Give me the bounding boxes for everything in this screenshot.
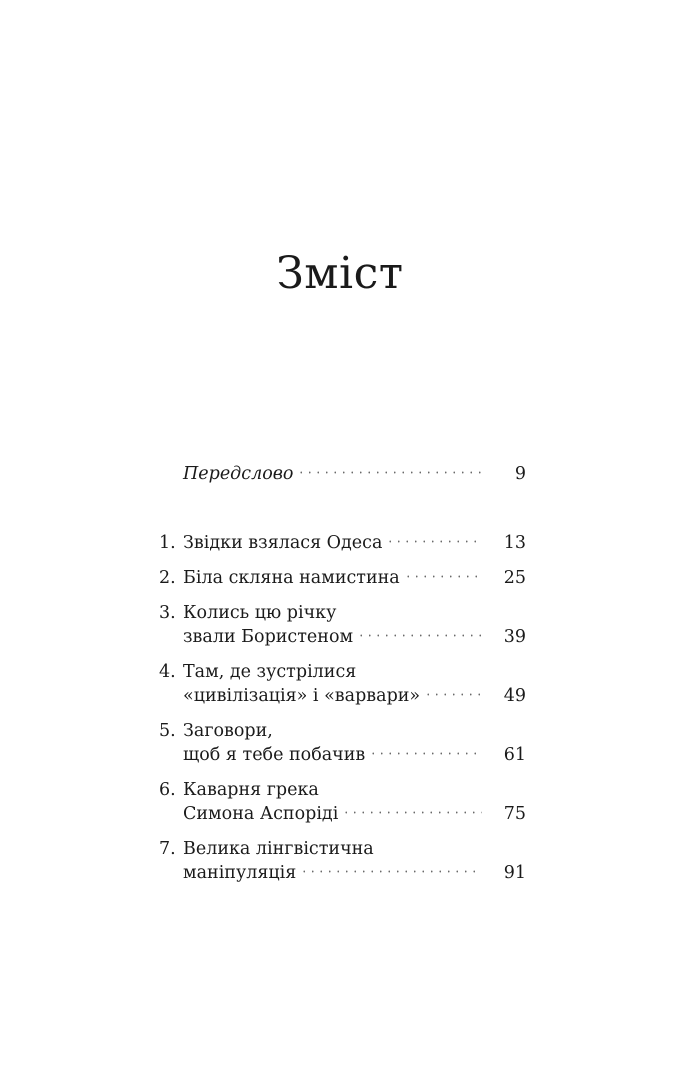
dot-leader xyxy=(386,540,482,543)
toc-title-line-2: звали Бористеном xyxy=(183,627,354,647)
toc-entry-chapter-6[interactable] xyxy=(150,778,526,826)
dot-leader xyxy=(342,811,482,814)
toc-title-line-1: Велика лінгвістична xyxy=(183,839,374,859)
toc-number: 3. xyxy=(159,603,176,623)
toc-title-line-2: «цивілізація» і «варвари» xyxy=(183,686,421,706)
toc-number: 1. xyxy=(159,533,176,553)
toc-number: 2. xyxy=(159,568,176,588)
toc-page-number: 49 xyxy=(503,686,526,706)
toc-page-number: 91 xyxy=(503,863,526,883)
toc-page-number: 13 xyxy=(503,533,526,553)
table-of-contents xyxy=(150,462,526,896)
toc-title-line-1: Каварня грека xyxy=(183,780,319,800)
toc-title: Передслово xyxy=(183,464,294,484)
toc-title-line-1: Колись цю річку xyxy=(183,603,337,623)
toc-number: 7. xyxy=(159,839,176,859)
toc-title: Звідки взялася Одеса xyxy=(183,533,383,553)
toc-entry-chapter-7[interactable] xyxy=(150,837,526,885)
toc-entry-chapter-1[interactable] xyxy=(150,531,526,555)
toc-title-line-2: щоб я тебе побачив xyxy=(183,745,366,765)
toc-number: 5. xyxy=(159,721,176,741)
dot-leader xyxy=(357,634,482,637)
toc-entry-chapter-4[interactable] xyxy=(150,660,526,708)
toc-entry-chapter-5[interactable] xyxy=(150,719,526,767)
dot-leader xyxy=(424,693,482,696)
dot-leader xyxy=(297,471,482,474)
toc-number xyxy=(150,462,183,486)
toc-title: Біла скляна намистина xyxy=(183,568,400,588)
toc-title-line-1: Там, де зустрілися xyxy=(183,662,357,682)
toc-title-line-2: маніпуляція xyxy=(183,863,297,883)
page-title: Зміст xyxy=(276,248,404,299)
dot-leader xyxy=(404,575,482,578)
toc-page-number: 75 xyxy=(503,804,526,824)
dot-leader xyxy=(300,870,482,873)
toc-title-line-2: Симона Аспоріді xyxy=(183,804,339,824)
toc-page-number: 9 xyxy=(514,464,526,484)
toc-number: 4. xyxy=(159,662,176,682)
toc-number: 6. xyxy=(159,780,176,800)
toc-page-number: 39 xyxy=(503,627,526,647)
toc-entry-chapter-3[interactable] xyxy=(150,601,526,649)
toc-title-line-1: Заговори, xyxy=(183,721,273,741)
dot-leader xyxy=(369,752,482,755)
toc-page-number: 25 xyxy=(503,568,526,588)
toc-entry-chapter-2[interactable] xyxy=(150,566,526,590)
toc-entry-preface[interactable] xyxy=(150,462,526,486)
toc-page-number: 61 xyxy=(503,745,526,765)
